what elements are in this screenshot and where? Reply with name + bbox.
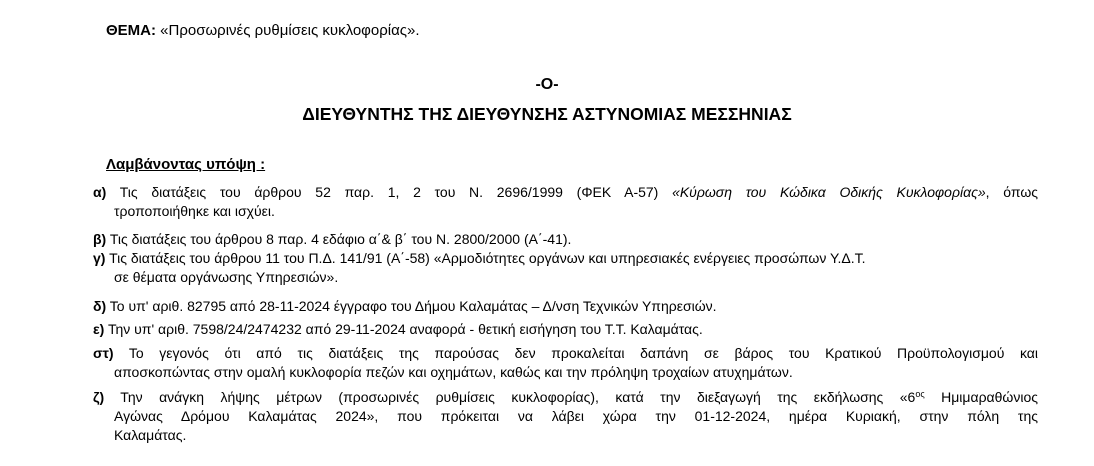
list-item-text: Το γεγονός ότι από τις διατάξεις της παρούσας δεν προκαλείται δαπάνη σε βάρος του Κρατικού Προϋπολογισμού και: [113, 345, 1038, 361]
list-item-text: Την ανάγκη λήψης μέτρων (προσωρινές ρυθμίσεις κυκλοφορίας), κατά την διεξαγωγή της εκδήλωσης «6: [104, 389, 916, 405]
list-item-marker: δ): [93, 298, 107, 314]
list-item-e-line1: [93, 320, 1038, 339]
considerations-heading: Λαμβάνοντας υπόψη :: [106, 156, 266, 173]
list-item-marker: ε): [93, 321, 105, 337]
list-item-g: [93, 388, 1038, 445]
list-item-b: [93, 230, 1038, 249]
subject-line: [106, 22, 420, 39]
list-item-a: [93, 183, 1038, 221]
list-item-text: Ημιμαραθώνιος: [924, 389, 1038, 405]
law-title: «Κύρωση του Κώδικα Οδικής Κυκλοφορίας»: [672, 184, 986, 200]
list-item-text: Τις διατάξεις του άρθρου 8 παρ. 4 εδάφιο α΄& β΄ του Ν. 2800/2000 (Α΄-41).: [106, 231, 572, 247]
list-item-marker: α): [93, 184, 107, 200]
list-item-g-line1: [93, 388, 1038, 407]
list-item-text: Την υπ' αριθ. 7598/24/2474232 από 29-11-2024 αναφορά - θετική εισήγηση του Τ.Τ. Καλαμάτας.: [104, 321, 703, 337]
list-item-c-line1: [93, 249, 1038, 268]
list-item-c: [93, 249, 1038, 287]
list-item-d-line1: [93, 297, 1038, 316]
list-item-f-line2: αποσκοπώντας στην ομαλή κυκλοφορία πεζών και οχημάτων, καθώς και την πρόληψη τροχαίων ατυχημάτων.: [114, 364, 793, 380]
list-item-b-line1: [93, 230, 1038, 249]
list-item-text: Τις διατάξεις του άρθρου 11 του Π.Δ. 141/91 (Α΄-58) «Αρμοδιότητες οργάνων και υπηρεσιακές ενέργειες προσώπων Υ.Δ.Τ.: [105, 250, 866, 266]
subject-text: «Προσωρινές ρυθμίσεις κυκλοφορίας».: [156, 22, 420, 39]
list-item-e: [93, 320, 1038, 339]
list-item-text: , όπως: [985, 184, 1038, 200]
separator: -Ο-: [535, 76, 559, 93]
list-item-d: [93, 297, 1038, 316]
list-item-g-line2: Αγώνας Δρόμου Καλαμάτας 2024», που πρόκειται να λάβει χώρα την 01-12-2024, ημέρα Κυριακή, στην πόλη της: [114, 408, 1038, 424]
list-item-marker: στ): [93, 345, 114, 361]
list-item-a-line2: τροποποιήθηκε και ισχύει.: [114, 203, 275, 219]
list-item-g-line3: Καλαμάτας.: [114, 427, 187, 443]
list-item-marker: ζ): [93, 389, 105, 405]
list-item-f: [93, 344, 1038, 382]
list-item-c-line2: σε θέματα οργάνωσης Υπηρεσιών».: [114, 269, 339, 285]
subject-label: ΘΕΜΑ:: [106, 22, 156, 39]
list-item-text: Τις διατάξεις του άρθρου 52 παρ. 1, 2 του Ν. 2696/1999 (ΦΕΚ Α-57): [106, 184, 673, 200]
list-item-marker: β): [93, 231, 107, 247]
document-title: ΔΙΕΥΘΥΝΤΗΣ ΤΗΣ ΔΙΕΥΘΥΝΣΗΣ ΑΣΤΥΝΟΜΙΑΣ ΜΕΣΣΗΝΙΑΣ: [302, 104, 792, 124]
list-item-a-line1: [93, 183, 1038, 202]
list-item-marker: γ): [93, 250, 106, 266]
list-item-text: Το υπ' αριθ. 82795 από 28-11-2024 έγγραφο του Δήμου Καλαμάτας – Δ/νση Τεχνικών Υπηρεσιών.: [106, 298, 717, 314]
list-item-f-line1: [93, 344, 1038, 363]
ordinal-suffix: ος: [915, 389, 925, 399]
